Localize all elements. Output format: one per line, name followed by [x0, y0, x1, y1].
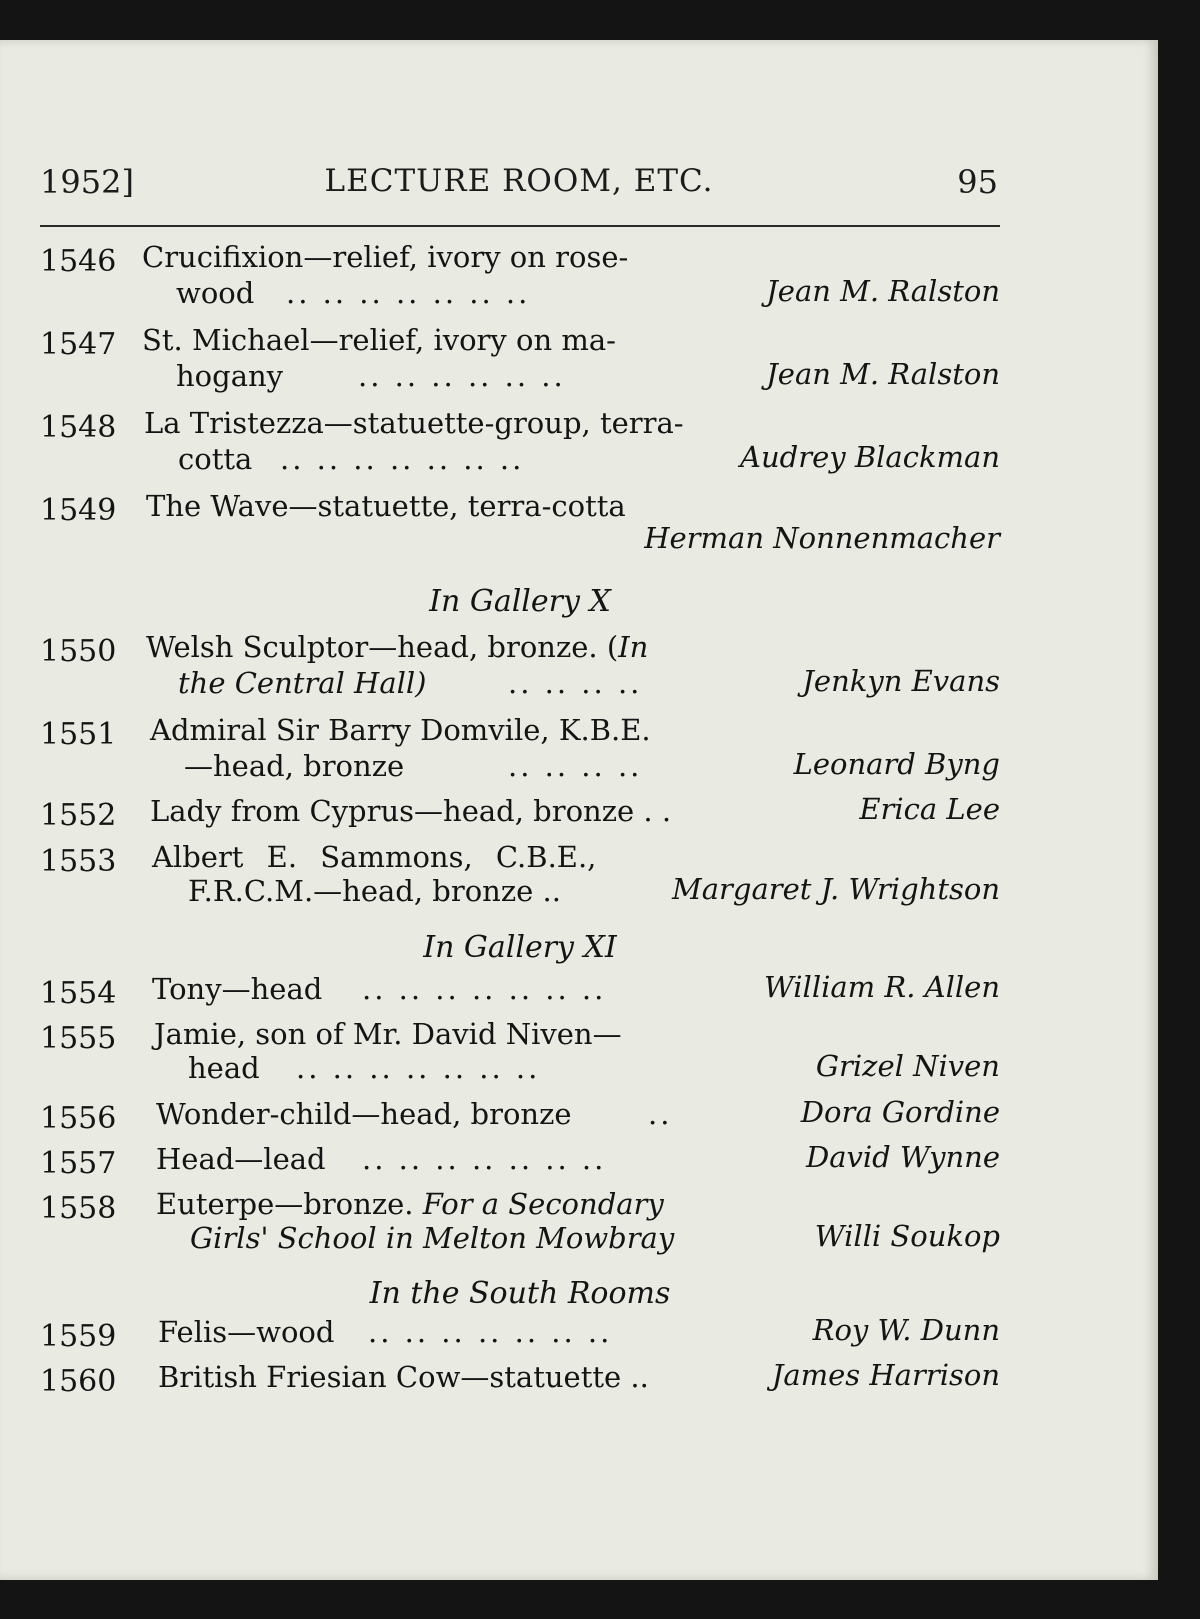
entry-title: Felis—wood: [158, 1315, 335, 1349]
catalogue-entry: [40, 713, 1000, 783]
entry-number: 1558: [40, 1191, 117, 1226]
entry-title-cont: hogany: [176, 359, 284, 393]
entry-number: 1556: [40, 1101, 117, 1136]
page-number: 95: [957, 163, 998, 201]
catalogue-entry: [40, 489, 1000, 559]
leader-dots: .. .. .. ..: [508, 749, 643, 783]
entry-artist: Herman Nonnenmacher: [644, 521, 1000, 555]
entry-number: 1553: [40, 844, 117, 879]
header-title: LECTURE ROOM, ETC.: [324, 163, 714, 199]
leader-dots: .. .. .. .. .. .. ..: [362, 1142, 607, 1176]
entry-artist: Jean M. Ralston: [766, 357, 1000, 391]
entry-artist: Willi Soukop: [814, 1219, 1000, 1253]
leader-dots: .. .. .. .. .. .. ..: [296, 1051, 541, 1085]
entry-number: 1555: [40, 1021, 117, 1056]
entry-title-cont: wood: [176, 276, 255, 310]
leader-dots: .. .. .. ..: [508, 666, 643, 700]
entry-title-cont: cotta: [178, 442, 253, 476]
catalogue-entry: [40, 406, 1000, 476]
leader-dots: ..: [648, 1097, 673, 1131]
catalogue-entry: [40, 1097, 1000, 1137]
entry-title: Wonder-child—head, bronze: [156, 1097, 572, 1131]
entry-title-cont: —head, bronze: [184, 749, 405, 783]
entry-artist: Jenkyn Evans: [802, 664, 1000, 698]
entry-number: 1548: [40, 410, 117, 445]
entry-number: 1560: [40, 1364, 117, 1399]
entry-title: Lady from Cyprus—head, bronze . .: [150, 794, 672, 828]
leader-dots: .. .. .. .. .. .. ..: [280, 442, 525, 476]
entry-title: Jamie, son of Mr. David Niven—: [154, 1017, 622, 1051]
catalogue-entry: [40, 1187, 1000, 1257]
entry-artist: James Harrison: [771, 1358, 1000, 1392]
entry-title: British Friesian Cow—statuette ..: [158, 1360, 649, 1394]
entry-artist: Erica Lee: [859, 792, 1000, 826]
leader-dots: .. .. .. .. .. .. ..: [286, 276, 531, 310]
catalogue-entry: [40, 1315, 1000, 1355]
entry-number: 1559: [40, 1319, 117, 1354]
entry-artist: David Wynne: [805, 1140, 1000, 1174]
leader-dots: .. .. .. .. .. .. ..: [368, 1315, 613, 1349]
catalogue-entry: [40, 323, 1000, 393]
catalogue-entry: [40, 972, 1000, 1012]
entry-title: Head—lead: [156, 1142, 326, 1176]
entry-artist: Margaret J. Wrightson: [672, 872, 1000, 906]
entry-title: Crucifixion—relief, ivory on rose-: [142, 240, 629, 274]
leader-dots: .. .. .. .. .. ..: [358, 359, 566, 393]
entry-artist: Audrey Blackman: [740, 440, 1000, 474]
entry-artist: Dora Gordine: [800, 1095, 1000, 1129]
entry-title: Euterpe—bronze.: [156, 1187, 414, 1221]
entry-title: The Wave—statuette, terra-cotta: [146, 489, 626, 523]
entry-artist: Jean M. Ralston: [766, 274, 1000, 308]
entry-title: Welsh Sculptor—head, bronze. (: [146, 630, 619, 664]
gallery-heading: In Gallery X: [429, 584, 611, 619]
entry-title-cont: Girls' School in Melton Mowbray: [190, 1221, 675, 1255]
entry-title-italic: For a Secondary: [422, 1187, 664, 1221]
entry-number: 1550: [40, 634, 117, 669]
catalogue-entry: [40, 1017, 1000, 1087]
entry-title: St. Michael—relief, ivory on ma-: [142, 323, 616, 357]
entry-title: Admiral Sir Barry Domvile, K.B.E.: [150, 713, 651, 747]
page-header: [40, 163, 998, 213]
entry-artist: Roy W. Dunn: [812, 1313, 1000, 1347]
entry-number: 1549: [40, 493, 117, 528]
entry-title: Tony—head: [152, 972, 323, 1006]
entry-title-cont: head: [188, 1051, 260, 1085]
entry-title-cont: F.R.C.M.—head, bronze ..: [188, 874, 561, 908]
entry-title: La Tristezza—statuette-group, terra-: [144, 406, 684, 440]
catalogue-entry: [40, 1360, 1000, 1400]
entry-title-cont: the Central Hall): [178, 666, 427, 700]
catalogue-entry: [40, 840, 1000, 910]
entry-title: Albert E. Sammons, C.B.E.,: [152, 840, 597, 874]
header-year: 1952]: [40, 163, 134, 201]
entry-artist: Grizel Niven: [815, 1049, 1000, 1083]
entry-number: 1547: [40, 327, 117, 362]
entry-artist: William R. Allen: [763, 970, 1000, 1004]
entry-number: 1551: [40, 717, 117, 752]
entry-title-italic: In: [618, 630, 649, 664]
entry-number: 1557: [40, 1146, 117, 1181]
entry-number: 1554: [40, 976, 117, 1011]
leader-dots: .. .. .. .. .. .. ..: [362, 972, 607, 1006]
catalogue-entry: [40, 630, 1000, 700]
entry-artist: Leonard Byng: [793, 747, 1000, 781]
header-rule: [40, 225, 1000, 227]
catalogue-entry: [40, 240, 1000, 310]
catalogue-entry: [40, 794, 1000, 834]
entry-number: 1552: [40, 798, 117, 833]
catalogue-entry: [40, 1142, 1000, 1182]
gallery-heading: In the South Rooms: [369, 1276, 671, 1311]
gallery-heading: In Gallery XI: [423, 930, 617, 965]
entry-number: 1546: [40, 244, 117, 279]
